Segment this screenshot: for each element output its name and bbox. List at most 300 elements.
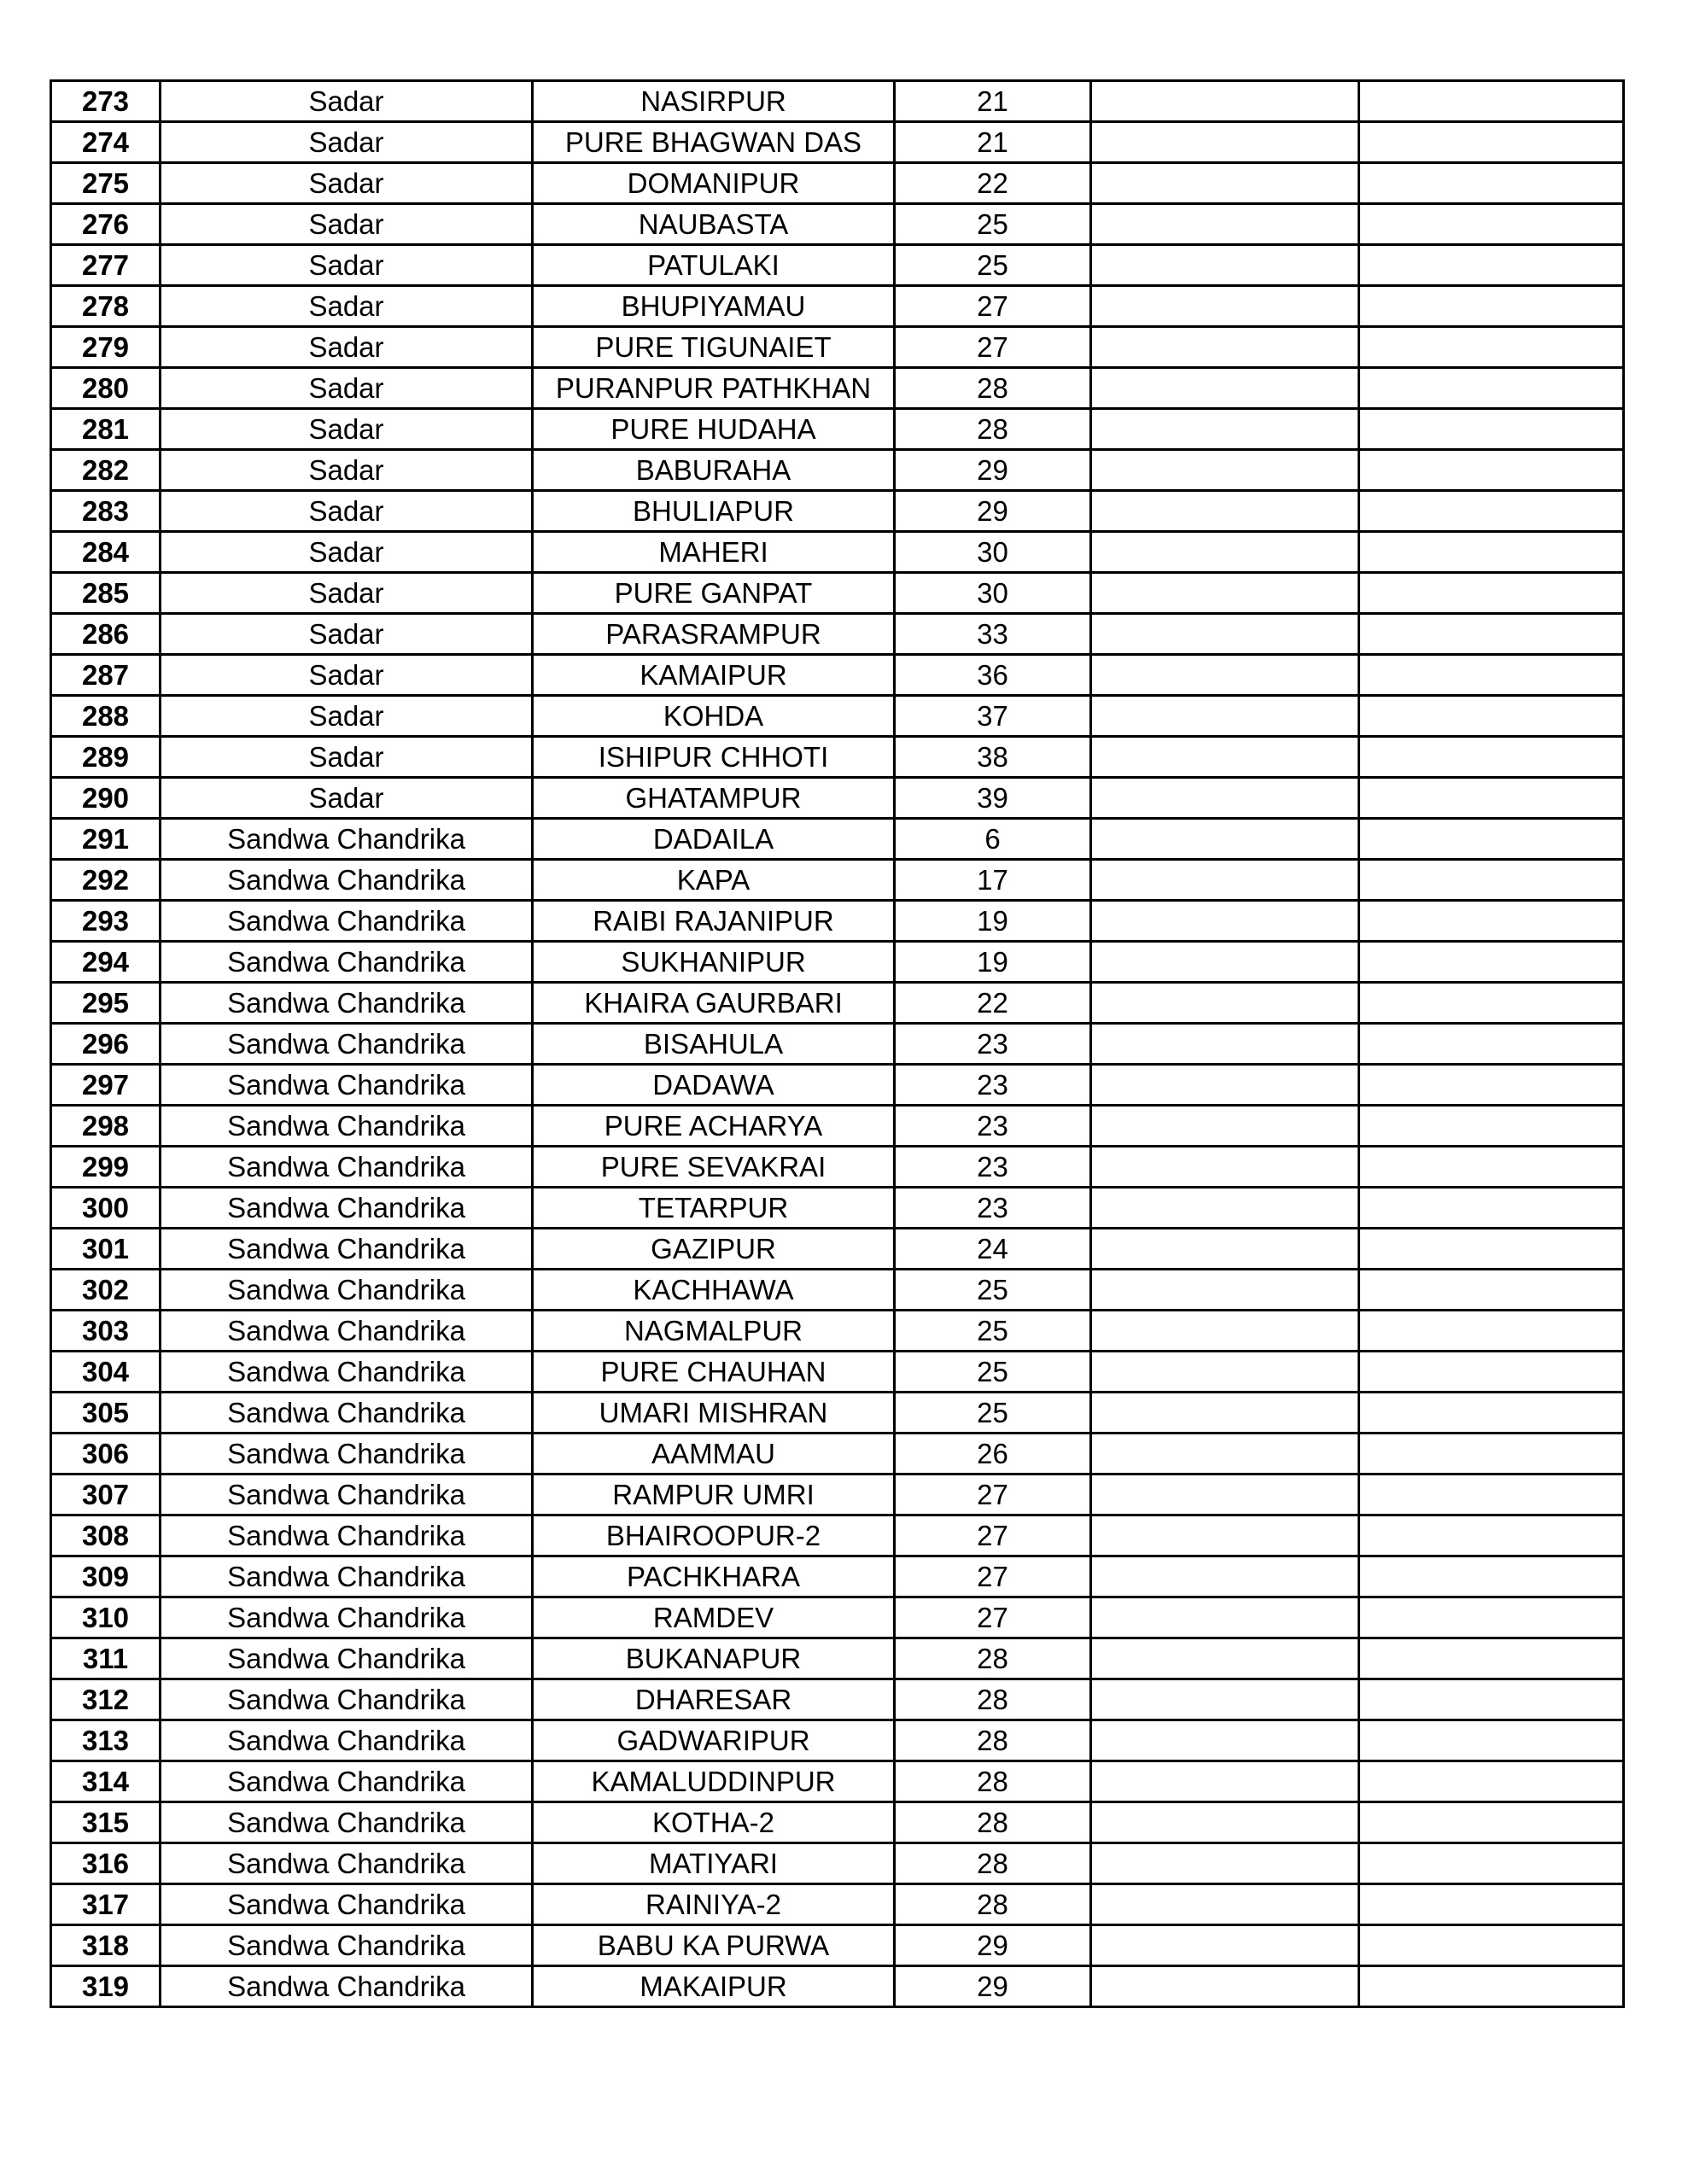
table-row bbox=[51, 409, 1624, 450]
empty-cell bbox=[1091, 655, 1359, 696]
village-cell: RAINIYA-2 bbox=[533, 1884, 895, 1925]
village-cell: KAMAIPUR bbox=[533, 655, 895, 696]
empty-cell bbox=[1359, 860, 1624, 901]
empty-cell bbox=[1359, 1679, 1624, 1720]
block-cell: Sadar bbox=[161, 737, 533, 778]
table-row bbox=[51, 368, 1624, 409]
village-cell: KAPA bbox=[533, 860, 895, 901]
empty-cell bbox=[1091, 860, 1359, 901]
value-cell: 29 bbox=[895, 491, 1091, 532]
block-cell: Sadar bbox=[161, 614, 533, 655]
serial-number-cell: 281 bbox=[51, 409, 161, 450]
table-row bbox=[51, 122, 1624, 163]
village-cell: PURE SEVAKRAI bbox=[533, 1147, 895, 1188]
value-cell: 28 bbox=[895, 1679, 1091, 1720]
value-cell: 25 bbox=[895, 1270, 1091, 1311]
serial-number-cell: 274 bbox=[51, 122, 161, 163]
block-cell: Sandwa Chandrika bbox=[161, 1843, 533, 1884]
village-cell: DHARESAR bbox=[533, 1679, 895, 1720]
serial-number-cell: 314 bbox=[51, 1761, 161, 1802]
block-cell: Sandwa Chandrika bbox=[161, 1966, 533, 2007]
table-row bbox=[51, 655, 1624, 696]
value-cell: 23 bbox=[895, 1147, 1091, 1188]
empty-cell bbox=[1359, 1229, 1624, 1270]
empty-cell bbox=[1091, 204, 1359, 245]
serial-number-cell: 306 bbox=[51, 1434, 161, 1474]
serial-number-cell: 295 bbox=[51, 983, 161, 1024]
serial-number-cell: 317 bbox=[51, 1884, 161, 1925]
empty-cell bbox=[1091, 819, 1359, 860]
empty-cell bbox=[1359, 1311, 1624, 1352]
table-row bbox=[51, 163, 1624, 204]
empty-cell bbox=[1359, 983, 1624, 1024]
empty-cell bbox=[1359, 1638, 1624, 1679]
serial-number-cell: 303 bbox=[51, 1311, 161, 1352]
empty-cell bbox=[1359, 1884, 1624, 1925]
empty-cell bbox=[1091, 1925, 1359, 1966]
value-cell: 21 bbox=[895, 81, 1091, 122]
empty-cell bbox=[1359, 491, 1624, 532]
value-cell: 19 bbox=[895, 901, 1091, 942]
value-cell: 30 bbox=[895, 532, 1091, 573]
value-cell: 27 bbox=[895, 1556, 1091, 1597]
empty-cell bbox=[1359, 245, 1624, 286]
village-cell: PURE HUDAHA bbox=[533, 409, 895, 450]
value-cell: 22 bbox=[895, 163, 1091, 204]
block-cell: Sandwa Chandrika bbox=[161, 1802, 533, 1843]
block-cell: Sadar bbox=[161, 655, 533, 696]
village-cell: RAMDEV bbox=[533, 1597, 895, 1638]
empty-cell bbox=[1091, 1597, 1359, 1638]
serial-number-cell: 288 bbox=[51, 696, 161, 737]
table-row bbox=[51, 1843, 1624, 1884]
block-cell: Sadar bbox=[161, 450, 533, 491]
value-cell: 23 bbox=[895, 1188, 1091, 1229]
empty-cell bbox=[1091, 1761, 1359, 1802]
table-row bbox=[51, 286, 1624, 327]
table-row bbox=[51, 1270, 1624, 1311]
table-row bbox=[51, 491, 1624, 532]
value-cell: 23 bbox=[895, 1065, 1091, 1106]
table-row bbox=[51, 204, 1624, 245]
empty-cell bbox=[1091, 327, 1359, 368]
serial-number-cell: 297 bbox=[51, 1065, 161, 1106]
block-cell: Sandwa Chandrika bbox=[161, 1188, 533, 1229]
empty-cell bbox=[1091, 286, 1359, 327]
table-row bbox=[51, 983, 1624, 1024]
serial-number-cell: 283 bbox=[51, 491, 161, 532]
village-cell: DOMANIPUR bbox=[533, 163, 895, 204]
table-row bbox=[51, 1966, 1624, 2007]
village-cell: PURE GANPAT bbox=[533, 573, 895, 614]
village-cell: DADAILA bbox=[533, 819, 895, 860]
block-cell: Sandwa Chandrika bbox=[161, 942, 533, 983]
village-cell: UMARI MISHRAN bbox=[533, 1393, 895, 1434]
value-cell: 28 bbox=[895, 1884, 1091, 1925]
value-cell: 27 bbox=[895, 1515, 1091, 1556]
empty-cell bbox=[1091, 1229, 1359, 1270]
serial-number-cell: 304 bbox=[51, 1352, 161, 1393]
block-cell: Sandwa Chandrika bbox=[161, 983, 533, 1024]
empty-cell bbox=[1091, 1434, 1359, 1474]
value-cell: 28 bbox=[895, 1720, 1091, 1761]
empty-cell bbox=[1359, 1843, 1624, 1884]
empty-cell bbox=[1091, 1270, 1359, 1311]
table-row bbox=[51, 1311, 1624, 1352]
village-cell: PACHKHARA bbox=[533, 1556, 895, 1597]
block-cell: Sandwa Chandrika bbox=[161, 1311, 533, 1352]
value-cell: 29 bbox=[895, 450, 1091, 491]
value-cell: 19 bbox=[895, 942, 1091, 983]
village-cell: PURANPUR PATHKHAN bbox=[533, 368, 895, 409]
village-cell: NAUBASTA bbox=[533, 204, 895, 245]
empty-cell bbox=[1091, 1966, 1359, 2007]
serial-number-cell: 282 bbox=[51, 450, 161, 491]
block-cell: Sadar bbox=[161, 81, 533, 122]
table-row bbox=[51, 1515, 1624, 1556]
village-cell: GAZIPUR bbox=[533, 1229, 895, 1270]
table-row bbox=[51, 81, 1624, 122]
block-cell: Sandwa Chandrika bbox=[161, 1679, 533, 1720]
village-cell: PURE ACHARYA bbox=[533, 1106, 895, 1147]
empty-cell bbox=[1091, 1720, 1359, 1761]
value-cell: 22 bbox=[895, 983, 1091, 1024]
empty-cell bbox=[1091, 1679, 1359, 1720]
value-cell: 28 bbox=[895, 1843, 1091, 1884]
value-cell: 36 bbox=[895, 655, 1091, 696]
block-cell: Sandwa Chandrika bbox=[161, 1270, 533, 1311]
table-row bbox=[51, 737, 1624, 778]
value-cell: 24 bbox=[895, 1229, 1091, 1270]
village-cell: BHULIAPUR bbox=[533, 491, 895, 532]
empty-cell bbox=[1091, 81, 1359, 122]
empty-cell bbox=[1359, 655, 1624, 696]
table-row bbox=[51, 1188, 1624, 1229]
empty-cell bbox=[1359, 368, 1624, 409]
table-row bbox=[51, 573, 1624, 614]
empty-cell bbox=[1091, 163, 1359, 204]
serial-number-cell: 315 bbox=[51, 1802, 161, 1843]
empty-cell bbox=[1359, 737, 1624, 778]
empty-cell bbox=[1091, 901, 1359, 942]
block-cell: Sadar bbox=[161, 286, 533, 327]
block-cell: Sadar bbox=[161, 204, 533, 245]
empty-cell bbox=[1091, 1843, 1359, 1884]
village-cell: RAIBI RAJANIPUR bbox=[533, 901, 895, 942]
value-cell: 25 bbox=[895, 1352, 1091, 1393]
empty-cell bbox=[1359, 1761, 1624, 1802]
empty-cell bbox=[1359, 1352, 1624, 1393]
village-cell: MAHERI bbox=[533, 532, 895, 573]
serial-number-cell: 302 bbox=[51, 1270, 161, 1311]
block-cell: Sandwa Chandrika bbox=[161, 819, 533, 860]
empty-cell bbox=[1091, 1188, 1359, 1229]
empty-cell bbox=[1359, 696, 1624, 737]
empty-cell bbox=[1359, 532, 1624, 573]
value-cell: 33 bbox=[895, 614, 1091, 655]
block-cell: Sandwa Chandrika bbox=[161, 1393, 533, 1434]
empty-cell bbox=[1091, 368, 1359, 409]
village-cell: BUKANAPUR bbox=[533, 1638, 895, 1679]
empty-cell bbox=[1091, 122, 1359, 163]
block-cell: Sandwa Chandrika bbox=[161, 1597, 533, 1638]
empty-cell bbox=[1359, 1270, 1624, 1311]
empty-cell bbox=[1359, 573, 1624, 614]
empty-cell bbox=[1091, 1884, 1359, 1925]
table-row bbox=[51, 1720, 1624, 1761]
village-cell: PATULAKI bbox=[533, 245, 895, 286]
village-cell: ISHIPUR CHHOTI bbox=[533, 737, 895, 778]
empty-cell bbox=[1359, 1556, 1624, 1597]
empty-cell bbox=[1091, 1515, 1359, 1556]
empty-cell bbox=[1359, 1434, 1624, 1474]
value-cell: 28 bbox=[895, 1638, 1091, 1679]
table-row bbox=[51, 942, 1624, 983]
empty-cell bbox=[1359, 1147, 1624, 1188]
table-row bbox=[51, 614, 1624, 655]
village-cell: AAMMAU bbox=[533, 1434, 895, 1474]
serial-number-cell: 293 bbox=[51, 901, 161, 942]
table-row bbox=[51, 1106, 1624, 1147]
empty-cell bbox=[1359, 1474, 1624, 1515]
empty-cell bbox=[1091, 778, 1359, 819]
table-row bbox=[51, 532, 1624, 573]
table-row bbox=[51, 696, 1624, 737]
empty-cell bbox=[1359, 81, 1624, 122]
village-cell: SUKHANIPUR bbox=[533, 942, 895, 983]
block-cell: Sadar bbox=[161, 245, 533, 286]
block-cell: Sadar bbox=[161, 573, 533, 614]
serial-number-cell: 280 bbox=[51, 368, 161, 409]
serial-number-cell: 316 bbox=[51, 1843, 161, 1884]
table-row bbox=[51, 1065, 1624, 1106]
empty-cell bbox=[1359, 1106, 1624, 1147]
value-cell: 37 bbox=[895, 696, 1091, 737]
value-cell: 23 bbox=[895, 1106, 1091, 1147]
village-cell: PURE TIGUNAIET bbox=[533, 327, 895, 368]
village-cell: BHAIROOPUR-2 bbox=[533, 1515, 895, 1556]
table-row bbox=[51, 1802, 1624, 1843]
block-cell: Sandwa Chandrika bbox=[161, 1515, 533, 1556]
table-row bbox=[51, 778, 1624, 819]
village-cell: KACHHAWA bbox=[533, 1270, 895, 1311]
block-cell: Sandwa Chandrika bbox=[161, 1352, 533, 1393]
village-cell: RAMPUR UMRI bbox=[533, 1474, 895, 1515]
block-cell: Sadar bbox=[161, 491, 533, 532]
block-cell: Sandwa Chandrika bbox=[161, 1556, 533, 1597]
empty-cell bbox=[1091, 737, 1359, 778]
block-cell: Sandwa Chandrika bbox=[161, 1925, 533, 1966]
serial-number-cell: 291 bbox=[51, 819, 161, 860]
table-row bbox=[51, 1024, 1624, 1065]
table-row bbox=[51, 1925, 1624, 1966]
empty-cell bbox=[1091, 573, 1359, 614]
table-row bbox=[51, 450, 1624, 491]
empty-cell bbox=[1359, 286, 1624, 327]
serial-number-cell: 289 bbox=[51, 737, 161, 778]
village-cell: NASIRPUR bbox=[533, 81, 895, 122]
block-cell: Sandwa Chandrika bbox=[161, 1474, 533, 1515]
value-cell: 38 bbox=[895, 737, 1091, 778]
serial-number-cell: 308 bbox=[51, 1515, 161, 1556]
value-cell: 27 bbox=[895, 1474, 1091, 1515]
value-cell: 30 bbox=[895, 573, 1091, 614]
serial-number-cell: 296 bbox=[51, 1024, 161, 1065]
table-row bbox=[51, 1679, 1624, 1720]
table-row bbox=[51, 1229, 1624, 1270]
table-row bbox=[51, 1393, 1624, 1434]
value-cell: 27 bbox=[895, 286, 1091, 327]
empty-cell bbox=[1091, 1352, 1359, 1393]
village-cell: KHAIRA GAURBARI bbox=[533, 983, 895, 1024]
serial-number-cell: 312 bbox=[51, 1679, 161, 1720]
empty-cell bbox=[1359, 1188, 1624, 1229]
table-row bbox=[51, 327, 1624, 368]
empty-cell bbox=[1359, 327, 1624, 368]
empty-cell bbox=[1359, 942, 1624, 983]
value-cell: 25 bbox=[895, 245, 1091, 286]
empty-cell bbox=[1091, 1147, 1359, 1188]
table-row bbox=[51, 1638, 1624, 1679]
table-row bbox=[51, 1884, 1624, 1925]
village-cell: GADWARIPUR bbox=[533, 1720, 895, 1761]
village-cell: MAKAIPUR bbox=[533, 1966, 895, 2007]
empty-cell bbox=[1359, 901, 1624, 942]
table-row bbox=[51, 1147, 1624, 1188]
block-cell: Sandwa Chandrika bbox=[161, 1761, 533, 1802]
village-cell: BHUPIYAMAU bbox=[533, 286, 895, 327]
village-cell: BABU KA PURWA bbox=[533, 1925, 895, 1966]
empty-cell bbox=[1359, 1024, 1624, 1065]
serial-number-cell: 286 bbox=[51, 614, 161, 655]
village-cell: PURE BHAGWAN DAS bbox=[533, 122, 895, 163]
empty-cell bbox=[1091, 942, 1359, 983]
value-cell: 17 bbox=[895, 860, 1091, 901]
empty-cell bbox=[1359, 1925, 1624, 1966]
village-cell: MATIYARI bbox=[533, 1843, 895, 1884]
block-cell: Sandwa Chandrika bbox=[161, 901, 533, 942]
village-cell: PURE CHAUHAN bbox=[533, 1352, 895, 1393]
table-row bbox=[51, 901, 1624, 942]
serial-number-cell: 299 bbox=[51, 1147, 161, 1188]
serial-number-cell: 273 bbox=[51, 81, 161, 122]
serial-number-cell: 278 bbox=[51, 286, 161, 327]
serial-number-cell: 279 bbox=[51, 327, 161, 368]
value-cell: 28 bbox=[895, 1802, 1091, 1843]
serial-number-cell: 301 bbox=[51, 1229, 161, 1270]
block-cell: Sandwa Chandrika bbox=[161, 1024, 533, 1065]
table-row bbox=[51, 245, 1624, 286]
serial-number-cell: 287 bbox=[51, 655, 161, 696]
village-cell: NAGMALPUR bbox=[533, 1311, 895, 1352]
empty-cell bbox=[1091, 450, 1359, 491]
value-cell: 26 bbox=[895, 1434, 1091, 1474]
value-cell: 25 bbox=[895, 204, 1091, 245]
block-cell: Sadar bbox=[161, 532, 533, 573]
block-cell: Sandwa Chandrika bbox=[161, 1884, 533, 1925]
value-cell: 25 bbox=[895, 1311, 1091, 1352]
empty-cell bbox=[1359, 450, 1624, 491]
block-cell: Sandwa Chandrika bbox=[161, 1720, 533, 1761]
block-cell: Sadar bbox=[161, 368, 533, 409]
block-cell: Sadar bbox=[161, 327, 533, 368]
empty-cell bbox=[1359, 819, 1624, 860]
value-cell: 39 bbox=[895, 778, 1091, 819]
serial-number-cell: 318 bbox=[51, 1925, 161, 1966]
serial-number-cell: 313 bbox=[51, 1720, 161, 1761]
block-cell: Sandwa Chandrika bbox=[161, 1434, 533, 1474]
serial-number-cell: 305 bbox=[51, 1393, 161, 1434]
serial-number-cell: 276 bbox=[51, 204, 161, 245]
value-cell: 28 bbox=[895, 409, 1091, 450]
empty-cell bbox=[1359, 1720, 1624, 1761]
empty-cell bbox=[1359, 163, 1624, 204]
village-cell: GHATAMPUR bbox=[533, 778, 895, 819]
value-cell: 28 bbox=[895, 368, 1091, 409]
empty-cell bbox=[1359, 1515, 1624, 1556]
empty-cell bbox=[1091, 696, 1359, 737]
village-cell: KOHDA bbox=[533, 696, 895, 737]
value-cell: 27 bbox=[895, 327, 1091, 368]
empty-cell bbox=[1091, 1556, 1359, 1597]
empty-cell bbox=[1359, 409, 1624, 450]
empty-cell bbox=[1091, 1638, 1359, 1679]
empty-cell bbox=[1359, 1065, 1624, 1106]
table-row bbox=[51, 1761, 1624, 1802]
value-cell: 29 bbox=[895, 1925, 1091, 1966]
table-row bbox=[51, 1474, 1624, 1515]
serial-number-cell: 294 bbox=[51, 942, 161, 983]
serial-number-cell: 292 bbox=[51, 860, 161, 901]
block-cell: Sadar bbox=[161, 696, 533, 737]
block-cell: Sadar bbox=[161, 122, 533, 163]
empty-cell bbox=[1091, 409, 1359, 450]
empty-cell bbox=[1359, 122, 1624, 163]
serial-number-cell: 309 bbox=[51, 1556, 161, 1597]
table-row bbox=[51, 819, 1624, 860]
value-cell: 25 bbox=[895, 1393, 1091, 1434]
block-cell: Sandwa Chandrika bbox=[161, 1106, 533, 1147]
empty-cell bbox=[1359, 614, 1624, 655]
village-cell: TETARPUR bbox=[533, 1188, 895, 1229]
empty-cell bbox=[1359, 1966, 1624, 2007]
empty-cell bbox=[1359, 778, 1624, 819]
empty-cell bbox=[1091, 1065, 1359, 1106]
empty-cell bbox=[1091, 491, 1359, 532]
value-cell: 21 bbox=[895, 122, 1091, 163]
empty-cell bbox=[1091, 1311, 1359, 1352]
block-cell: Sandwa Chandrika bbox=[161, 1065, 533, 1106]
empty-cell bbox=[1359, 1802, 1624, 1843]
empty-cell bbox=[1091, 1024, 1359, 1065]
empty-cell bbox=[1091, 1802, 1359, 1843]
serial-number-cell: 290 bbox=[51, 778, 161, 819]
empty-cell bbox=[1091, 614, 1359, 655]
empty-cell bbox=[1091, 1393, 1359, 1434]
block-cell: Sandwa Chandrika bbox=[161, 1638, 533, 1679]
serial-number-cell: 319 bbox=[51, 1966, 161, 2007]
block-cell: Sandwa Chandrika bbox=[161, 1147, 533, 1188]
block-cell: Sandwa Chandrika bbox=[161, 1229, 533, 1270]
village-cell: DADAWA bbox=[533, 1065, 895, 1106]
table-row bbox=[51, 860, 1624, 901]
serial-number-cell: 310 bbox=[51, 1597, 161, 1638]
value-cell: 29 bbox=[895, 1966, 1091, 2007]
empty-cell bbox=[1359, 1597, 1624, 1638]
data-table bbox=[50, 79, 1625, 2008]
block-cell: Sadar bbox=[161, 163, 533, 204]
value-cell: 6 bbox=[895, 819, 1091, 860]
